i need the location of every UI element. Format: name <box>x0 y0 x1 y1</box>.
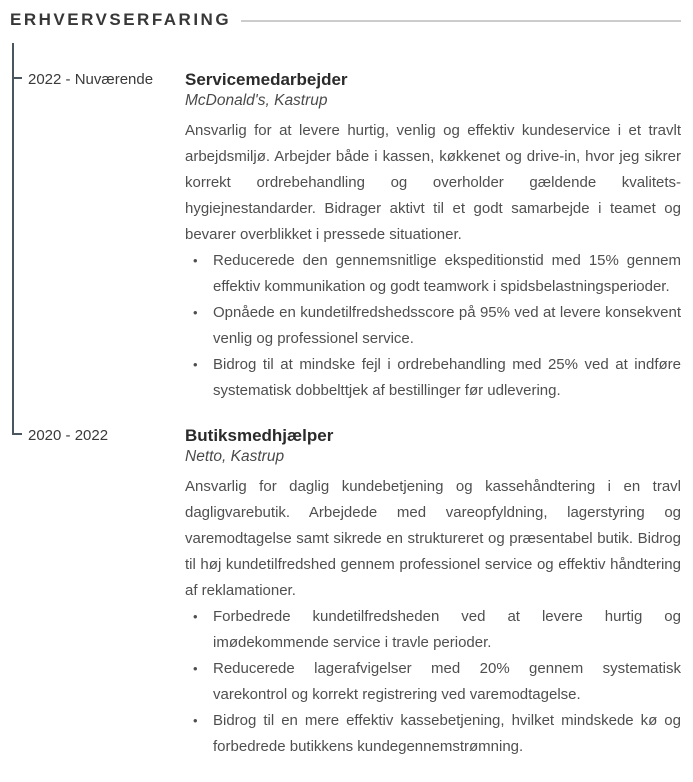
experience-entry <box>10 70 681 426</box>
achievement-item: • Forbedrede kundetilfredsheden ved at levere hurtig og imødekommende service i travle perioder. <box>185 604 681 656</box>
job-description: Ansvarlig for daglig kundebetjening og kassehåndtering i en travl dagligvarebutik. Arbejdede med vareopfyldning, lagerstyring og varemodtagelse samt sikrede en struktureret og præsentabel butik. Bidrog til høj kundetilfredshed gennem professionel service og effektiv håndtering af reklamationer. <box>185 478 681 599</box>
section-header <box>10 10 681 30</box>
section-divider-rule <box>241 20 681 22</box>
achievement-item: • Reducerede den gennemsnitlige ekspeditionstid med 15% gennem effektiv kommunikation og godt teamwork i spidsbelastningsperioder. <box>185 248 681 300</box>
experience-entry <box>10 426 681 782</box>
job-description: Ansvarlig for at levere hurtig, venlig og effektiv kundeservice i et travlt arbejdsmiljø. Arbejder både i kassen, køkkenet og drive-in, hvor jeg sikrer korrekt ordrebehandling og overholder gældende kvalitets-hygiejnestandarder. Bidrager aktivt til et godt samarbejde i teamet og bevarer overblikket i pressede situationer. <box>185 122 681 243</box>
achievement-item: • Reducerede lagerafvigelser med 20% gennem systematisk varekontrol og korrekt registrering ved varemodtagelse. <box>185 656 681 708</box>
achievement-item: • Opnåede en kundetilfredshedsscore på 95% ved at levere konsekvent venlig og professionel service. <box>185 300 681 352</box>
achievement-item: • Bidrog til en mere effektiv kassebetjening, hvilket mindskede kø og forbedrede butikkens kundegennemstrømning. <box>185 708 681 760</box>
timeline-tick <box>12 77 22 79</box>
timeline <box>10 70 681 782</box>
employer-location: McDonald's, Kastrup <box>185 92 328 109</box>
job-title: Butiksmedhjælper <box>185 426 334 445</box>
section-title: ERHVERVSERFARING <box>10 10 232 29</box>
job-title: Servicemedarbejder <box>185 70 348 89</box>
entry-period: 2020 - 2022 <box>28 427 109 444</box>
achievement-list <box>185 248 681 404</box>
entry-body <box>185 426 681 760</box>
timeline-line <box>12 43 14 426</box>
entry-body <box>185 70 681 404</box>
timeline-tick <box>12 433 22 435</box>
entry-period: 2022 - Nuværende <box>28 71 154 88</box>
achievement-item: • Bidrog til at mindske fejl i ordrebehandling med 25% ved at indføre systematisk dobbelttjek af bestillinger før udlevering. <box>185 352 681 404</box>
employer-location: Netto, Kastrup <box>185 448 285 465</box>
achievement-list <box>185 604 681 760</box>
